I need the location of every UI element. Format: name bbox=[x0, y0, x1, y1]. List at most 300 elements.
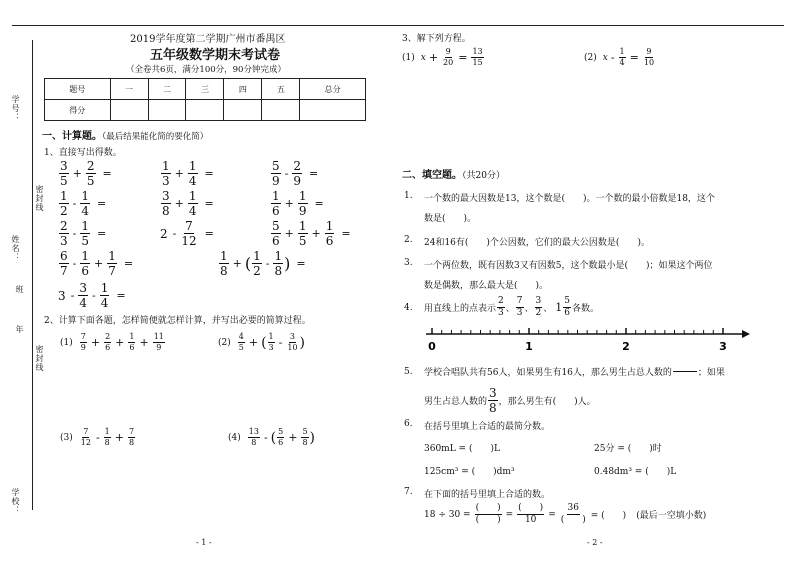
fraction bbox=[128, 333, 135, 352]
numerator: ( ) bbox=[518, 503, 544, 513]
q1-item bbox=[270, 160, 321, 187]
fill-6-a[interactable]: 360mL = ( )L bbox=[424, 444, 500, 454]
denominator: 8 bbox=[251, 438, 257, 447]
denominator: 6 bbox=[129, 343, 135, 352]
q2-label: 2、计算下面各题，怎样简便就怎样计算，并写出必要的简算过程。 bbox=[44, 316, 311, 326]
mixed-whole: 1 bbox=[555, 301, 563, 314]
numerator: 7 bbox=[185, 219, 193, 233]
denominator: 4 bbox=[81, 204, 89, 218]
denominator: 10 bbox=[287, 343, 298, 352]
denominator: 9 bbox=[298, 204, 307, 218]
equals-sign: = bbox=[204, 227, 214, 240]
numerator: 3 bbox=[60, 159, 68, 173]
fill-6-number: 6. bbox=[404, 419, 413, 429]
paren: ( bbox=[270, 429, 277, 446]
numerator: 3 bbox=[162, 189, 170, 203]
operator: - bbox=[72, 227, 77, 240]
operator: + bbox=[114, 431, 124, 444]
operator: = bbox=[629, 51, 639, 64]
fill-5-text-3: ，那么男生有( )人。 bbox=[498, 397, 596, 407]
numerator: 1 bbox=[100, 281, 109, 295]
fraction bbox=[471, 48, 483, 67]
numerator: 3 bbox=[535, 296, 542, 306]
q2-item bbox=[218, 333, 305, 352]
whole-number: 3 bbox=[58, 288, 66, 303]
numerator: 3 bbox=[289, 332, 295, 341]
fraction bbox=[80, 428, 92, 447]
numerator: 5 bbox=[564, 296, 570, 306]
score-cell[interactable] bbox=[110, 100, 148, 121]
paren: ) bbox=[309, 429, 315, 446]
page-number-1: - 1 - bbox=[196, 538, 212, 547]
equals-sign: = bbox=[204, 197, 214, 210]
fill-6-text: 在括号里填上合适的最简分数。 bbox=[424, 422, 551, 432]
side-ban: 班 bbox=[15, 285, 24, 294]
denominator: 8 bbox=[274, 264, 283, 278]
fill-3-number: 3. bbox=[404, 258, 413, 268]
numberline-label: 1 bbox=[525, 340, 533, 352]
denominator: 8 bbox=[220, 264, 228, 278]
denominator: 2 bbox=[253, 264, 261, 278]
numerator: 1 bbox=[274, 249, 283, 263]
denominator: 5 bbox=[238, 343, 244, 352]
score-header: 四 bbox=[224, 79, 262, 100]
equals-sign: = bbox=[548, 509, 556, 520]
numerator: 6 bbox=[60, 249, 68, 263]
section-2-note: （共20分） bbox=[462, 171, 505, 181]
denominator: 10 bbox=[643, 58, 655, 67]
equals-sign: = bbox=[296, 257, 306, 270]
q1-item bbox=[58, 220, 109, 247]
fill-5-line-1 bbox=[424, 361, 725, 382]
denominator: 8 bbox=[162, 204, 170, 218]
fill-7-post[interactable]: = ( ) bbox=[590, 511, 627, 521]
q2-item bbox=[60, 428, 136, 447]
paren: ) bbox=[284, 254, 291, 273]
q2-item bbox=[60, 333, 166, 352]
fraction bbox=[100, 282, 110, 309]
denominator: 9 bbox=[272, 174, 280, 188]
section-2-title: 二、填空题。 bbox=[402, 170, 462, 181]
fraction bbox=[252, 250, 262, 277]
numerator: 1 bbox=[60, 189, 68, 203]
equals-sign: = bbox=[97, 227, 107, 240]
fraction bbox=[488, 387, 498, 414]
fraction bbox=[153, 333, 165, 352]
item-number: (4) bbox=[228, 432, 241, 443]
denominator: 9 bbox=[293, 174, 301, 188]
variable-x: x bbox=[420, 52, 426, 63]
score-cell[interactable] bbox=[148, 100, 186, 121]
fraction bbox=[268, 333, 275, 352]
fill-6-d[interactable]: 0.48dm³ = ( )L bbox=[594, 467, 677, 477]
fill-6-b[interactable]: 25分 = ( )时 bbox=[594, 444, 662, 454]
equals-sign: = bbox=[123, 257, 134, 270]
operator: + bbox=[232, 257, 242, 270]
side-mifengxian: 密封线 bbox=[35, 185, 44, 212]
denominator: 7 bbox=[108, 264, 116, 278]
denominator: 2 bbox=[60, 204, 68, 218]
fraction bbox=[161, 190, 171, 217]
fraction bbox=[59, 160, 69, 187]
fraction bbox=[497, 297, 505, 318]
numerator: 1 bbox=[298, 219, 307, 233]
operator: + bbox=[288, 431, 298, 444]
fill-7-note: (最后一空填小数) bbox=[636, 511, 707, 521]
operator: + bbox=[428, 51, 439, 64]
operator: + bbox=[284, 197, 294, 210]
score-header: 一 bbox=[110, 79, 148, 100]
numerator: 1 bbox=[325, 219, 334, 233]
denominator: 8 bbox=[489, 401, 497, 415]
q1-item bbox=[160, 220, 217, 247]
numerator: 7 bbox=[516, 296, 523, 306]
operator: - bbox=[278, 336, 283, 349]
denominator: 12 bbox=[80, 438, 91, 447]
score-row-label: 得分 bbox=[45, 100, 111, 121]
fill-7-number: 7. bbox=[404, 487, 413, 497]
denominator: 10 bbox=[524, 515, 537, 525]
operator: + bbox=[72, 167, 82, 180]
fraction bbox=[80, 333, 87, 352]
section-1-note: （最后结果能化简的要化简） bbox=[102, 132, 209, 142]
numerator: 4 bbox=[238, 332, 244, 341]
numerator: 1 bbox=[104, 427, 110, 436]
fill-3-line-2: 数是偶数，那么最大是( )。 bbox=[424, 281, 549, 291]
denominator: 5 bbox=[298, 234, 307, 248]
item-number: (3) bbox=[60, 432, 73, 443]
denominator: 3 bbox=[268, 343, 274, 352]
fraction bbox=[301, 428, 308, 447]
fill-5-line-2 bbox=[424, 387, 596, 414]
side-nian: 年 bbox=[15, 325, 24, 334]
operator: + bbox=[311, 227, 321, 240]
operator: + bbox=[90, 336, 101, 349]
fraction bbox=[180, 220, 197, 247]
fill-5-number: 5. bbox=[404, 367, 413, 377]
numerator: 1 bbox=[298, 189, 307, 203]
fraction bbox=[273, 250, 283, 277]
fill-4-suffix: 各数。 bbox=[572, 304, 600, 314]
numerator: 1 bbox=[129, 332, 135, 341]
numerator: 1 bbox=[81, 189, 89, 203]
numerator: 1 bbox=[188, 189, 197, 203]
fraction bbox=[80, 250, 90, 277]
score-cell[interactable] bbox=[262, 100, 300, 121]
numerator: 7 bbox=[83, 427, 89, 436]
paren: ( bbox=[261, 334, 267, 351]
numerator: 9 bbox=[646, 47, 652, 56]
numerator: 1 bbox=[81, 249, 89, 263]
number-line bbox=[420, 322, 750, 352]
numerator: 2 bbox=[86, 159, 95, 173]
operator: + bbox=[174, 167, 184, 180]
score-header: 三 bbox=[186, 79, 224, 100]
denominator: 3 bbox=[498, 308, 504, 318]
whole-number: 2 bbox=[160, 226, 168, 241]
item-number: (2) bbox=[584, 52, 597, 63]
denominator: 4 bbox=[100, 296, 109, 310]
q1-item bbox=[58, 160, 115, 187]
binding-line bbox=[32, 40, 33, 510]
operator: + bbox=[94, 257, 104, 270]
denominator: 6 bbox=[325, 234, 334, 248]
side-xuexiao: 学校： bbox=[11, 488, 20, 515]
equals-sign: = bbox=[314, 197, 324, 210]
numerator: 13 bbox=[472, 47, 483, 56]
equals-sign: = bbox=[505, 509, 514, 520]
numberline-label: 0 bbox=[428, 340, 436, 352]
q3-label: 3、解下列方程。 bbox=[402, 34, 471, 44]
denominator: 5 bbox=[86, 174, 95, 188]
q1-item bbox=[270, 190, 327, 217]
fraction bbox=[59, 250, 69, 277]
score-cell[interactable] bbox=[224, 100, 262, 121]
fill-7-text: 在下面的括号里填上合适的数。 bbox=[424, 490, 551, 500]
numerator: 2 bbox=[498, 296, 504, 306]
numerator: 5 bbox=[302, 427, 308, 436]
numerator: 7 bbox=[80, 332, 86, 341]
fill-3-line-1: 一个两位数，既有因数3又有因数5，这个数最小是( )；如果这个两位 bbox=[424, 261, 713, 271]
operator: - bbox=[610, 51, 615, 64]
fraction bbox=[104, 333, 111, 352]
numerator: 13 bbox=[248, 427, 259, 436]
fraction bbox=[271, 160, 281, 187]
denominator: 8 bbox=[302, 438, 308, 447]
numerator: 1 bbox=[81, 219, 89, 233]
operator: - bbox=[70, 289, 75, 302]
q1-label: 1、直接写出得数。 bbox=[44, 148, 122, 158]
denominator: 4 bbox=[79, 296, 87, 310]
operator: - bbox=[172, 227, 177, 240]
item-number: (2) bbox=[218, 337, 231, 348]
score-cell[interactable] bbox=[300, 100, 366, 121]
denominator: 6 bbox=[272, 234, 280, 248]
numerator: 2 bbox=[293, 159, 301, 173]
fill-1-number: 1. bbox=[404, 191, 413, 201]
top-rule bbox=[12, 25, 784, 26]
fraction bbox=[271, 220, 281, 247]
denominator: 6 bbox=[105, 343, 111, 352]
score-header: 总分 bbox=[300, 79, 366, 100]
equals-sign: = bbox=[204, 167, 214, 180]
numerator: 1 bbox=[220, 249, 228, 263]
fill-7-expression bbox=[424, 504, 706, 525]
equals-sign: = bbox=[341, 227, 351, 240]
denominator: 6 bbox=[278, 438, 284, 447]
fraction bbox=[238, 333, 245, 352]
fraction bbox=[516, 297, 524, 318]
fraction[interactable] bbox=[560, 504, 587, 525]
fraction bbox=[80, 220, 90, 247]
numerator: 36 bbox=[567, 503, 579, 513]
fill-6-c[interactable]: 125cm³ = ( )dm³ bbox=[424, 467, 515, 477]
denominator: 12 bbox=[181, 234, 197, 248]
side-xingming: 姓名： bbox=[11, 235, 20, 262]
operator: - bbox=[263, 431, 268, 444]
fill-1-line-2: 数是( )。 bbox=[424, 214, 477, 224]
numberline-label: 2 bbox=[622, 340, 630, 352]
fraction bbox=[80, 190, 90, 217]
fraction bbox=[325, 220, 335, 247]
fraction bbox=[271, 190, 281, 217]
fraction bbox=[535, 297, 543, 318]
fill-5-text: 学校合唱队共有56人，如果男生有16人，那么男生占总人数的 bbox=[424, 368, 672, 378]
fraction bbox=[619, 48, 626, 67]
fraction bbox=[277, 428, 284, 447]
paren: ( bbox=[244, 254, 252, 273]
denominator: 20 bbox=[443, 58, 454, 67]
denominator: 9 bbox=[156, 343, 162, 352]
numerator: 1 bbox=[162, 159, 170, 173]
equals-sign: = bbox=[116, 289, 126, 302]
denominator: 2 bbox=[535, 308, 542, 318]
denominator: 3 bbox=[60, 234, 68, 248]
variable-x: x bbox=[602, 52, 608, 63]
score-header: 五 bbox=[262, 79, 300, 100]
fraction bbox=[298, 190, 308, 217]
score-header: 二 bbox=[148, 79, 186, 100]
fraction bbox=[563, 297, 571, 318]
fill-2-number: 2. bbox=[404, 235, 413, 245]
operator: - bbox=[95, 431, 100, 444]
operator: + bbox=[174, 197, 184, 210]
denominator: 15 bbox=[472, 58, 483, 67]
score-header: 题号 bbox=[45, 79, 111, 100]
exam-subtitle: （全卷共6页，满分100分，90分钟完成） bbox=[126, 65, 286, 75]
fill-4-number: 4. bbox=[404, 303, 413, 313]
q1-item bbox=[160, 190, 217, 217]
fill-4-text: 用直线上的点表示 $\frac{2}{3}$ 、 $\frac{7}{3}$ 、 $\frac{3}{2}$ 、 1 $\frac{5}{6}$ 各数。 bbox=[424, 296, 600, 318]
item-number: (1) bbox=[60, 337, 73, 348]
fill-4-prefix: 用直线上的点表示 bbox=[424, 304, 497, 314]
denominator: 3 bbox=[162, 174, 170, 188]
fraction bbox=[219, 250, 229, 277]
numerator: 2 bbox=[60, 219, 68, 233]
score-table bbox=[44, 78, 366, 121]
fill-5-text-post: ；如果 bbox=[697, 368, 725, 378]
operator: = bbox=[458, 51, 468, 64]
q2-item bbox=[228, 428, 315, 447]
q1-item bbox=[218, 250, 309, 277]
equation bbox=[584, 48, 656, 67]
fill-7-expr-pre: 18 ÷ 30 = bbox=[424, 509, 471, 520]
item-number: (1) bbox=[402, 52, 415, 63]
q1-item bbox=[58, 282, 129, 309]
operator: - bbox=[265, 257, 270, 270]
equals-sign: = bbox=[309, 167, 319, 180]
section-1-title: 一、计算题。 bbox=[42, 131, 102, 142]
page-number-2: - 2 - bbox=[587, 538, 603, 547]
denominator: 7 bbox=[60, 264, 68, 278]
denominator: 4 bbox=[188, 204, 197, 218]
exam-title: 五年级数学期末考试卷 bbox=[150, 48, 281, 63]
fraction bbox=[128, 428, 135, 447]
fraction bbox=[643, 48, 655, 67]
equals-sign: = bbox=[102, 167, 112, 180]
numerator: 1 bbox=[272, 189, 280, 203]
side-xuehao: 学号： bbox=[11, 95, 20, 122]
operator: - bbox=[72, 257, 77, 270]
fraction bbox=[248, 428, 260, 447]
numerator: 3 bbox=[79, 281, 87, 295]
fraction bbox=[86, 160, 96, 187]
score-cell[interactable] bbox=[186, 100, 224, 121]
paren: ) bbox=[299, 334, 305, 351]
equation bbox=[402, 48, 485, 67]
q1-item bbox=[58, 250, 136, 277]
numerator: 1 bbox=[108, 249, 116, 263]
fraction bbox=[188, 160, 198, 187]
fill-2-text: 24和16有( )个公因数，它们的最大公因数是( )。 bbox=[424, 238, 650, 248]
fraction bbox=[292, 160, 302, 187]
denominator: ( ) bbox=[475, 515, 501, 525]
numerator: 1 bbox=[619, 47, 625, 56]
fraction bbox=[107, 250, 117, 277]
fraction bbox=[442, 48, 454, 67]
fraction bbox=[188, 190, 198, 217]
equals-sign: = bbox=[97, 197, 107, 210]
numerator: 5 bbox=[272, 219, 280, 233]
numerator: 5 bbox=[272, 159, 280, 173]
operator: - bbox=[72, 197, 77, 210]
denominator: 8 bbox=[104, 438, 110, 447]
denominator: 5 bbox=[60, 174, 68, 188]
numerator: 1 bbox=[268, 332, 274, 341]
denominator: 6 bbox=[81, 264, 89, 278]
fraction bbox=[286, 333, 298, 352]
exam-header: 2019学年度第二学期广州市番禺区 bbox=[130, 34, 286, 45]
q1-item bbox=[270, 220, 354, 247]
denominator: ( ) bbox=[560, 515, 586, 525]
fraction bbox=[104, 428, 111, 447]
numerator: 3 bbox=[489, 386, 497, 400]
numberline-label: 3 bbox=[719, 340, 727, 352]
fraction bbox=[78, 282, 88, 309]
fill-5-text-2: 男生占总人数的 bbox=[424, 397, 488, 407]
denominator: 9 bbox=[80, 343, 86, 352]
operator: - bbox=[284, 167, 289, 180]
fraction bbox=[161, 160, 171, 187]
numerator: 2 bbox=[105, 332, 111, 341]
operator: + bbox=[115, 336, 125, 349]
numerator: 1 bbox=[253, 249, 261, 263]
numerator: 5 bbox=[278, 427, 284, 436]
operator: + bbox=[248, 336, 259, 349]
fraction[interactable] bbox=[475, 504, 502, 525]
operator: + bbox=[284, 227, 294, 240]
denominator: 5 bbox=[81, 234, 89, 248]
section-1-heading bbox=[42, 127, 208, 142]
numerator: ( ) bbox=[475, 503, 501, 513]
operator: + bbox=[139, 336, 149, 349]
denominator: 3 bbox=[516, 308, 523, 318]
arrow-icon bbox=[742, 330, 750, 338]
fraction bbox=[59, 220, 69, 247]
side-mifengxian-2: 密封线 bbox=[35, 345, 44, 372]
denominator: 6 bbox=[272, 204, 280, 218]
denominator: 8 bbox=[128, 438, 135, 447]
denominator: 4 bbox=[619, 58, 625, 67]
operator: - bbox=[92, 289, 96, 302]
section-2-heading bbox=[402, 166, 505, 181]
answer-fraction[interactable] bbox=[673, 361, 697, 382]
numerator: 1 bbox=[188, 159, 197, 173]
fraction bbox=[59, 190, 69, 217]
fraction[interactable] bbox=[517, 504, 544, 525]
q1-item bbox=[58, 190, 109, 217]
denominator: 6 bbox=[564, 308, 570, 318]
